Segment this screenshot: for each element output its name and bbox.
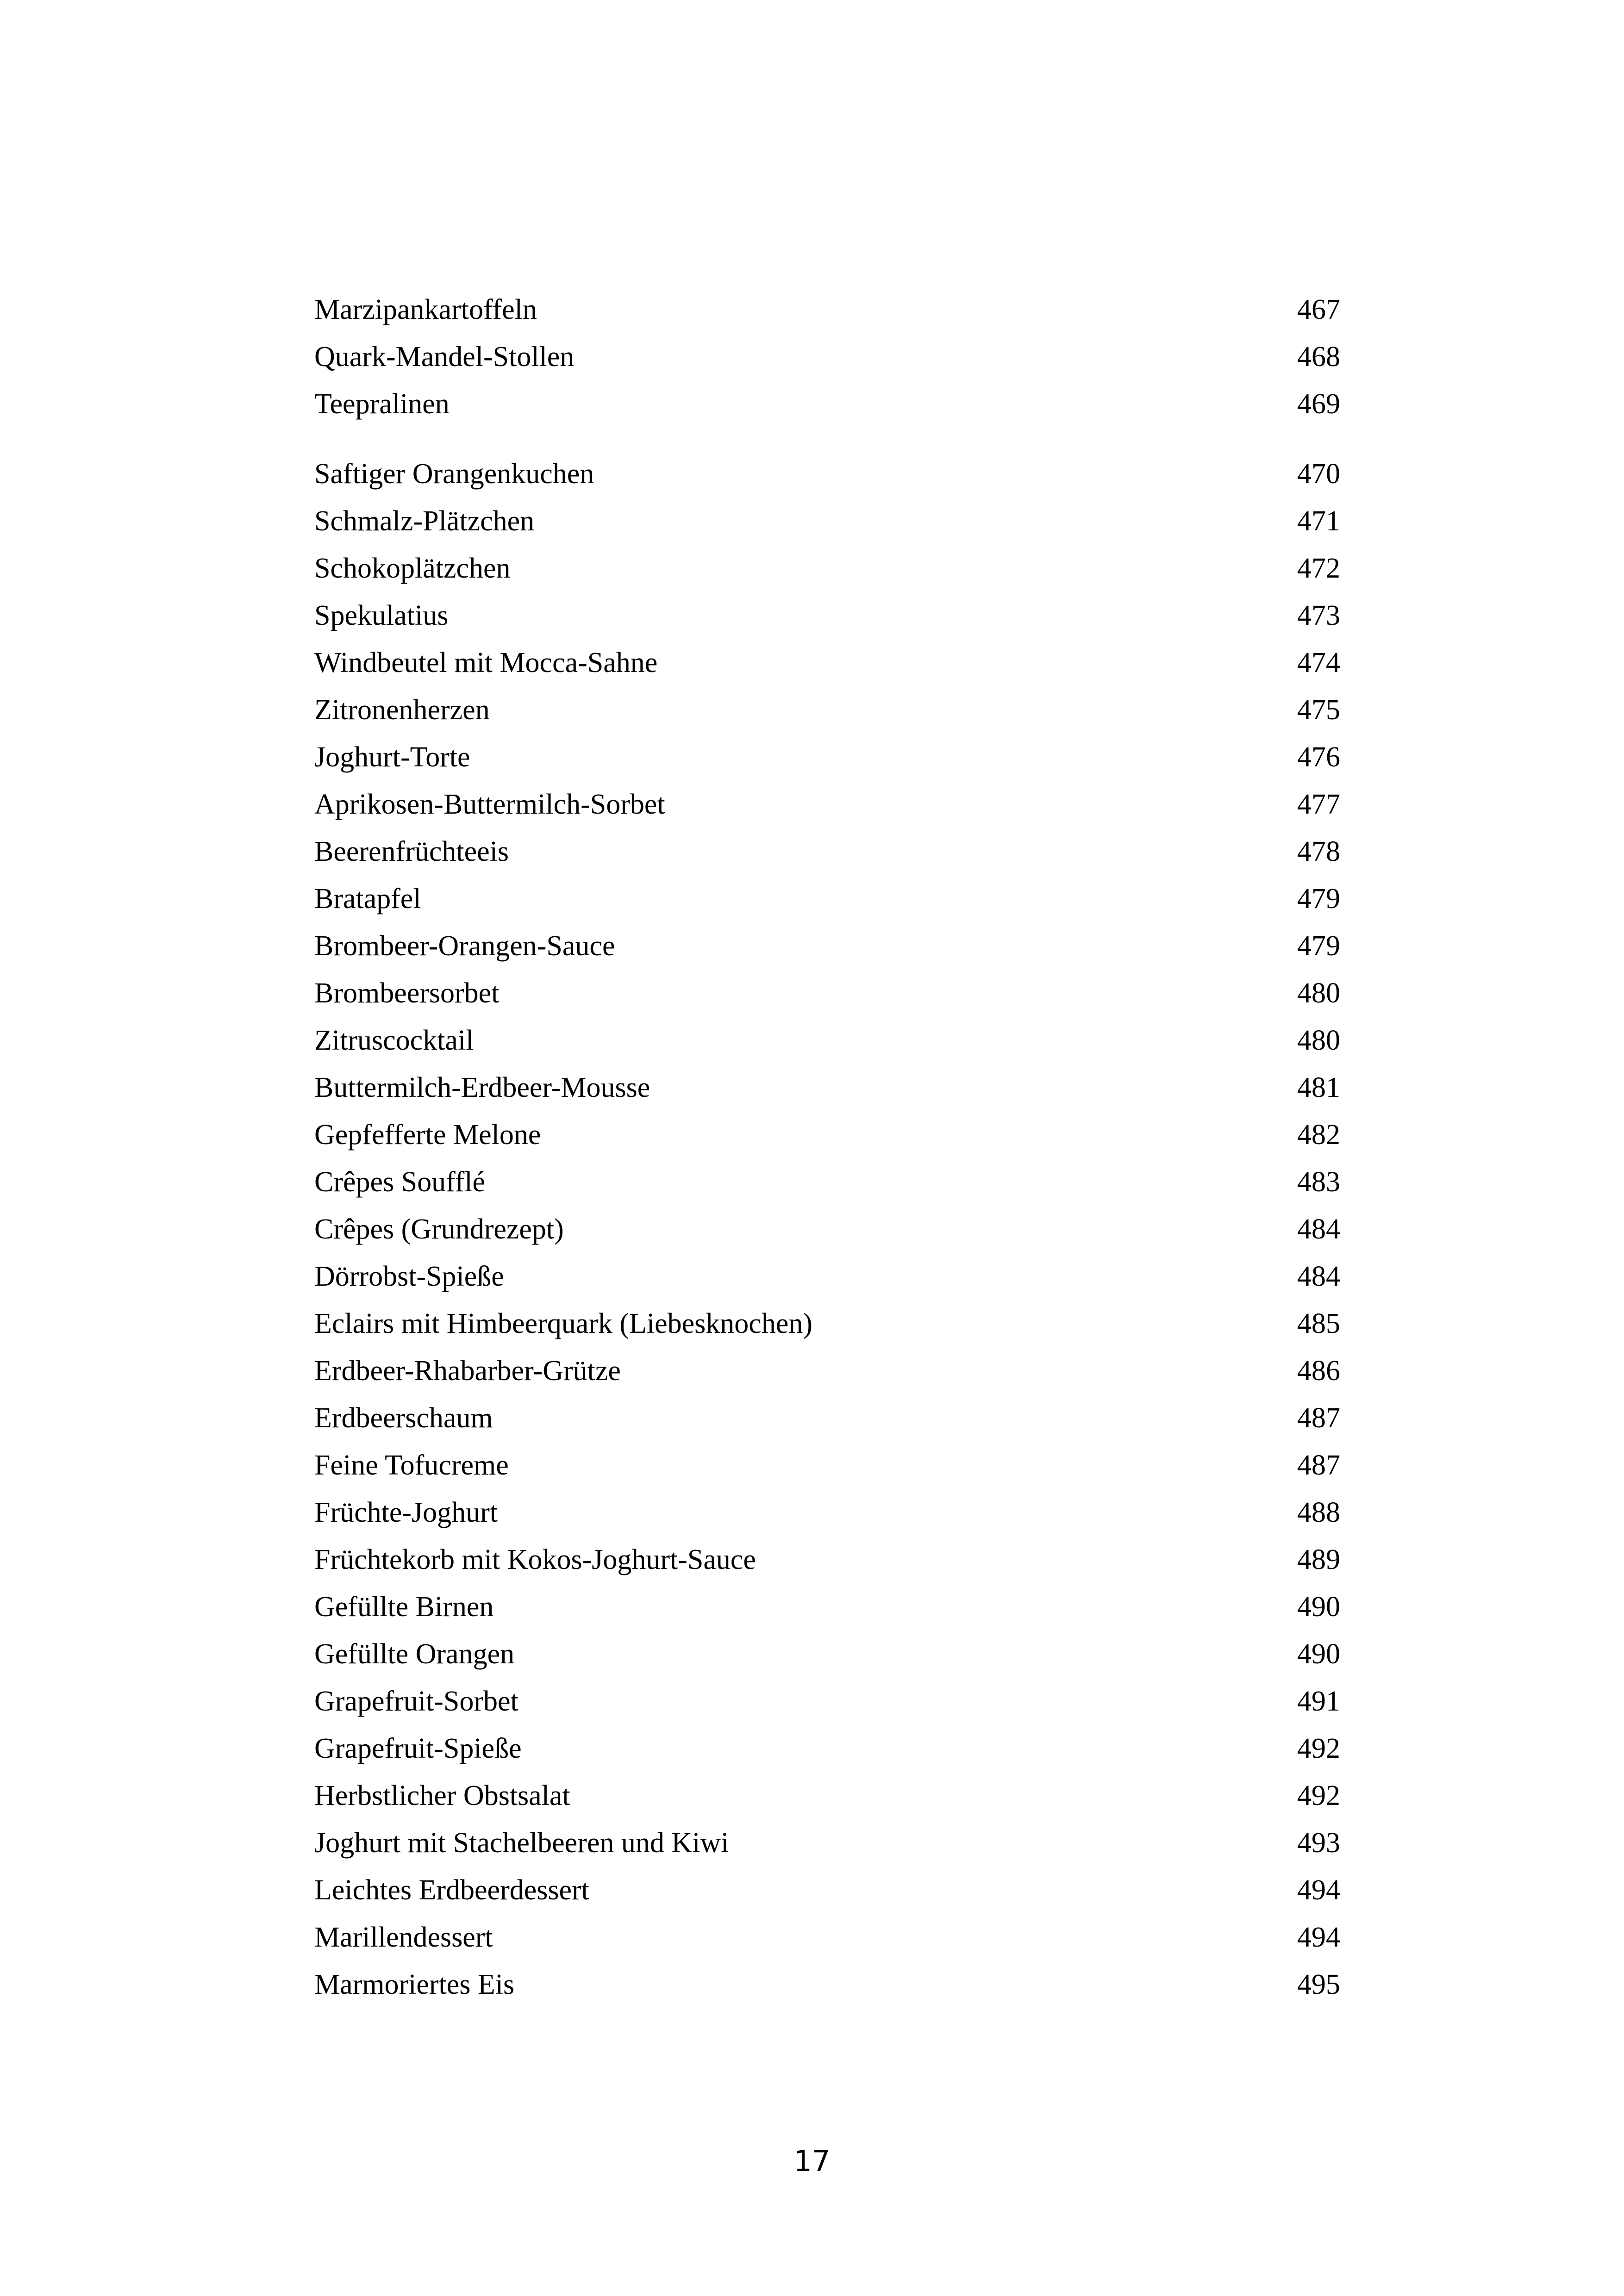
toc-entry xyxy=(314,1583,1340,1630)
toc-entry-title: Buttermilch-Erdbeer-Mousse xyxy=(314,1072,650,1103)
toc-entry-title: Dörrobst-Spieße xyxy=(314,1261,504,1292)
toc-entry-page: 494 xyxy=(1297,1874,1340,1906)
toc-entry xyxy=(314,970,1340,1017)
toc-entry xyxy=(314,781,1340,828)
toc-entry-page: 480 xyxy=(1297,1025,1340,1056)
toc-entry-title: Joghurt-Torte xyxy=(314,741,470,773)
toc-entry-page: 479 xyxy=(1297,930,1340,962)
toc-entry-page: 485 xyxy=(1297,1308,1340,1339)
toc-entry xyxy=(314,1536,1340,1583)
toc-entry-page: 487 xyxy=(1297,1450,1340,1481)
toc-entry xyxy=(314,1725,1340,1772)
toc-entry-page: 483 xyxy=(1297,1166,1340,1198)
toc-entry-title: Zitronenherzen xyxy=(314,694,490,726)
toc-entry-page: 480 xyxy=(1297,977,1340,1009)
toc-entry-page: 482 xyxy=(1297,1119,1340,1151)
toc-entry-title: Windbeutel mit Mocca-Sahne xyxy=(314,647,658,678)
toc-entry-title: Crêpes (Grundrezept) xyxy=(314,1213,564,1245)
toc-entry xyxy=(314,1961,1340,2008)
toc-entry-title: Saftiger Orangenkuchen xyxy=(314,458,594,490)
toc-entry-title: Schmalz-Plätzchen xyxy=(314,505,535,537)
toc-entry-title: Früchtekorb mit Kokos-Joghurt-Sauce xyxy=(314,1544,756,1575)
toc-entry xyxy=(314,1064,1340,1111)
toc-entry-title: Beerenfrüchteeis xyxy=(314,836,509,867)
toc-entry-page: 470 xyxy=(1297,458,1340,490)
toc-entry-title: Früchte-Joghurt xyxy=(314,1497,498,1528)
toc-entry-page: 491 xyxy=(1297,1686,1340,1717)
toc-entry-page: 492 xyxy=(1297,1780,1340,1811)
toc-entry-title: Marmoriertes Eis xyxy=(314,1969,515,2000)
toc-entry xyxy=(314,1772,1340,1819)
toc-entry-title: Schokoplätzchen xyxy=(314,553,511,584)
toc-entry xyxy=(314,1630,1340,1678)
toc-entry-page: 488 xyxy=(1297,1497,1340,1528)
toc-entry xyxy=(314,1394,1340,1442)
toc-entry-title: Bratapfel xyxy=(314,883,421,915)
toc-entry xyxy=(314,1819,1340,1867)
toc-entry-page: 493 xyxy=(1297,1827,1340,1859)
toc-entry xyxy=(314,1253,1340,1300)
table-of-contents xyxy=(314,286,1340,2008)
toc-entry-page: 468 xyxy=(1297,341,1340,373)
toc-entry-page: 490 xyxy=(1297,1638,1340,1670)
toc-entry xyxy=(314,1017,1340,1064)
toc-entry-title: Teepralinen xyxy=(314,388,450,420)
toc-entry xyxy=(314,1867,1340,1914)
toc-entry-title: Joghurt mit Stachelbeeren und Kiwi xyxy=(314,1827,729,1859)
toc-entry-page: 484 xyxy=(1297,1261,1340,1292)
toc-entry xyxy=(314,1347,1340,1394)
toc-entry-title: Grapefruit-Spieße xyxy=(314,1733,522,1764)
toc-entry xyxy=(314,1914,1340,1961)
toc-entry-page: 492 xyxy=(1297,1733,1340,1764)
toc-entry-page: 477 xyxy=(1297,789,1340,820)
toc-entry-title: Feine Tofucreme xyxy=(314,1450,509,1481)
toc-entry-title: Crêpes Soufflé xyxy=(314,1166,486,1198)
toc-entry xyxy=(314,734,1340,781)
toc-entry-page: 484 xyxy=(1297,1213,1340,1245)
toc-entry-page: 474 xyxy=(1297,647,1340,678)
toc-entry xyxy=(314,380,1340,428)
toc-entry-title: Aprikosen-Buttermilch-Sorbet xyxy=(314,789,665,820)
toc-entry-page: 487 xyxy=(1297,1402,1340,1434)
toc-entry-page: 479 xyxy=(1297,883,1340,915)
toc-entry xyxy=(314,592,1340,639)
toc-entry xyxy=(314,1158,1340,1206)
toc-entry xyxy=(314,498,1340,545)
toc-entry-page: 472 xyxy=(1297,553,1340,584)
toc-entry-title: Gefüllte Birnen xyxy=(314,1591,494,1623)
toc-entry xyxy=(314,545,1340,592)
toc-entry xyxy=(314,333,1340,380)
toc-entry-title: Eclairs mit Himbeerquark (Liebesknochen) xyxy=(314,1308,812,1339)
toc-entry xyxy=(314,1111,1340,1158)
toc-entry xyxy=(314,1300,1340,1347)
toc-entry xyxy=(314,1206,1340,1253)
toc-entry-title: Quark-Mandel-Stollen xyxy=(314,341,575,373)
toc-entry-page: 476 xyxy=(1297,741,1340,773)
toc-entry xyxy=(314,286,1340,333)
toc-entry xyxy=(314,450,1340,498)
toc-entry-title: Brombeer-Orangen-Sauce xyxy=(314,930,615,962)
toc-entry xyxy=(314,922,1340,970)
toc-entry xyxy=(314,828,1340,875)
toc-entry-page: 471 xyxy=(1297,505,1340,537)
toc-entry-page: 490 xyxy=(1297,1591,1340,1623)
toc-entry-title: Gepfefferte Melone xyxy=(314,1119,541,1151)
toc-entry xyxy=(314,639,1340,686)
toc-entry xyxy=(314,1489,1340,1536)
toc-entry-title: Spekulatius xyxy=(314,600,449,631)
toc-entry-title: Leichtes Erdbeerdessert xyxy=(314,1874,589,1906)
toc-entry-page: 489 xyxy=(1297,1544,1340,1575)
toc-entry-title: Marzipankartoffeln xyxy=(314,294,537,325)
toc-entry-title: Erdbeer-Rhabarber-Grütze xyxy=(314,1355,621,1387)
toc-entry-page: 494 xyxy=(1297,1922,1340,1953)
toc-entry-title: Marillendessert xyxy=(314,1922,493,1953)
toc-entry-page: 495 xyxy=(1297,1969,1340,2000)
toc-entry-title: Brombeersorbet xyxy=(314,977,500,1009)
toc-entry xyxy=(314,1678,1340,1725)
toc-entry-page: 486 xyxy=(1297,1355,1340,1387)
toc-entry-page: 481 xyxy=(1297,1072,1340,1103)
page-number: 17 xyxy=(793,2144,831,2178)
toc-entry-page: 478 xyxy=(1297,836,1340,867)
toc-entry xyxy=(314,875,1340,922)
toc-entry-title: Erdbeerschaum xyxy=(314,1402,493,1434)
toc-entry-title: Zitruscocktail xyxy=(314,1025,474,1056)
toc-entry-title: Herbstlicher Obstsalat xyxy=(314,1780,570,1811)
toc-entry xyxy=(314,686,1340,734)
toc-entry-title: Gefüllte Orangen xyxy=(314,1638,515,1670)
toc-entry xyxy=(314,1442,1340,1489)
toc-entry-page: 467 xyxy=(1297,294,1340,325)
toc-entry-page: 469 xyxy=(1297,388,1340,420)
toc-entry-title: Grapefruit-Sorbet xyxy=(314,1686,518,1717)
toc-entry-page: 475 xyxy=(1297,694,1340,726)
toc-entry-page: 473 xyxy=(1297,600,1340,631)
